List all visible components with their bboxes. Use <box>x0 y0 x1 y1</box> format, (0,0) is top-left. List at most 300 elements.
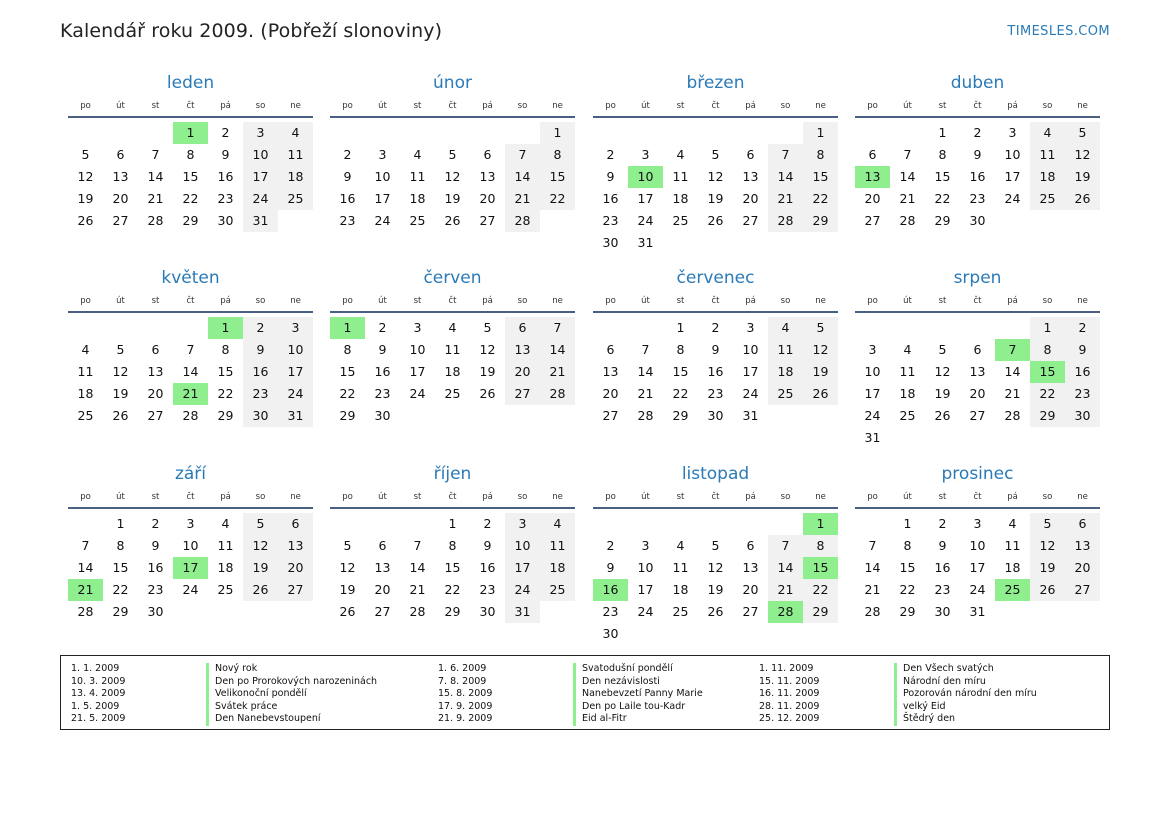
weekday-label: pá <box>1007 101 1018 111</box>
weekday-label: pá <box>745 296 756 306</box>
day-grid <box>593 118 838 254</box>
holiday-day-cell: 25 <box>995 579 1030 601</box>
day-cell: 6 <box>1065 513 1100 535</box>
day-cell: 12 <box>707 560 724 575</box>
day-cell: 15 <box>899 560 916 575</box>
day-cell: 20 <box>742 191 759 206</box>
day-cell: 21 <box>768 579 803 601</box>
day-cell: 18 <box>540 557 575 579</box>
weekday-label: út <box>641 492 650 502</box>
day-cell: 8 <box>116 538 125 553</box>
holiday-name: Pozorován národní den míru <box>894 688 1037 701</box>
empty-cell <box>593 513 628 535</box>
empty-cell <box>173 317 208 339</box>
day-cell: 25 <box>444 386 461 401</box>
day-cell: 12 <box>1065 144 1100 166</box>
empty-cell <box>138 317 173 339</box>
day-grid <box>593 313 838 427</box>
weekday-label: so <box>1042 101 1053 111</box>
day-cell: 27 <box>505 383 540 405</box>
day-cell: 27 <box>742 604 759 619</box>
weekday-label: st <box>938 492 947 502</box>
weekday-label: pá <box>1007 492 1018 502</box>
weekday-label: pá <box>482 296 493 306</box>
weekday-label: ne <box>815 296 826 306</box>
day-cell: 31 <box>637 235 654 250</box>
day-cell: 14 <box>1004 364 1021 379</box>
holiday-name: Den Všech svatých <box>894 663 994 676</box>
day-cell: 11 <box>1004 538 1021 553</box>
day-cell: 30 <box>602 235 619 250</box>
legend-row <box>71 713 411 726</box>
holiday-day-cell: 1 <box>173 122 208 144</box>
day-cell: 27 <box>147 408 164 423</box>
day-cell: 1 <box>676 320 685 335</box>
day-cell: 7 <box>641 342 650 357</box>
weekday-label: st <box>676 492 685 502</box>
day-cell: 23 <box>147 582 164 597</box>
empty-cell <box>733 122 768 144</box>
day-cell: 6 <box>378 538 387 553</box>
day-cell: 15 <box>803 166 838 188</box>
month-7 <box>593 265 838 427</box>
day-cell: 24 <box>1004 191 1021 206</box>
day-cell: 4 <box>676 147 685 162</box>
day-cell: 24 <box>243 188 278 210</box>
day-cell: 11 <box>672 560 689 575</box>
day-cell: 11 <box>409 169 426 184</box>
holiday-date: 1. 1. 2009 <box>71 663 120 674</box>
weekday-label: út <box>378 101 387 111</box>
day-cell: 13 <box>602 364 619 379</box>
day-cell: 18 <box>768 361 803 383</box>
weekday-label: pá <box>745 492 756 502</box>
holiday-name: Den Nanebevstoupení <box>206 713 321 726</box>
day-cell: 5 <box>483 320 492 335</box>
day-cell: 2 <box>606 538 615 553</box>
day-cell: 30 <box>969 213 986 228</box>
day-cell: 4 <box>1030 122 1065 144</box>
empty-cell <box>435 122 470 144</box>
day-cell: 22 <box>182 191 199 206</box>
day-cell: 14 <box>409 560 426 575</box>
day-cell: 17 <box>969 560 986 575</box>
day-cell: 21 <box>147 191 164 206</box>
empty-cell <box>733 513 768 535</box>
day-cell: 31 <box>505 601 540 623</box>
legend-row <box>438 688 778 701</box>
day-cell: 14 <box>540 339 575 361</box>
empty-cell <box>103 122 138 144</box>
day-cell: 19 <box>934 386 951 401</box>
day-cell: 14 <box>637 364 654 379</box>
day-cell: 5 <box>81 147 90 162</box>
month-6 <box>330 265 575 427</box>
day-cell: 15 <box>934 169 951 184</box>
empty-cell <box>698 122 733 144</box>
day-cell: 4 <box>221 516 230 531</box>
day-cell: 27 <box>1065 579 1100 601</box>
weekday-header <box>68 96 313 118</box>
day-cell: 12 <box>934 364 951 379</box>
day-cell: 1 <box>1030 317 1065 339</box>
day-cell: 21 <box>409 582 426 597</box>
day-cell: 18 <box>444 364 461 379</box>
empty-cell <box>330 122 365 144</box>
day-cell: 4 <box>81 342 90 357</box>
day-cell: 3 <box>243 122 278 144</box>
day-cell: 21 <box>505 188 540 210</box>
day-cell: 10 <box>864 364 881 379</box>
weekday-label: so <box>1042 492 1053 502</box>
empty-cell <box>890 122 925 144</box>
day-cell: 29 <box>444 604 461 619</box>
day-cell: 8 <box>903 538 912 553</box>
site-link[interactable]: TIMESLES.COM <box>1007 24 1110 39</box>
month-name: červen <box>423 268 482 288</box>
day-cell: 22 <box>803 188 838 210</box>
empty-cell <box>400 513 435 535</box>
legend-column <box>71 663 411 726</box>
day-cell: 22 <box>217 386 234 401</box>
empty-cell <box>68 122 103 144</box>
month-name: březen <box>686 73 745 93</box>
weekday-label: út <box>116 296 125 306</box>
day-cell: 30 <box>602 626 619 641</box>
day-cell: 30 <box>217 213 234 228</box>
day-cell: 14 <box>182 364 199 379</box>
day-cell: 4 <box>540 513 575 535</box>
day-cell: 5 <box>711 147 720 162</box>
day-cell: 29 <box>1030 405 1065 427</box>
day-cell: 19 <box>339 582 356 597</box>
day-cell: 2 <box>483 516 492 531</box>
empty-cell <box>103 317 138 339</box>
day-cell: 2 <box>378 320 387 335</box>
holiday-day-cell: 1 <box>803 513 838 535</box>
holiday-date: 1. 5. 2009 <box>71 700 120 712</box>
day-cell: 24 <box>374 213 391 228</box>
day-cell: 10 <box>374 169 391 184</box>
day-cell: 28 <box>540 383 575 405</box>
day-cell: 3 <box>186 516 195 531</box>
day-cell: 19 <box>707 191 724 206</box>
month-name: listopad <box>681 464 750 484</box>
day-cell: 22 <box>899 582 916 597</box>
day-cell: 3 <box>278 317 313 339</box>
day-cell: 20 <box>479 191 496 206</box>
day-cell: 9 <box>606 169 615 184</box>
weekday-label: st <box>938 101 947 111</box>
day-cell: 12 <box>444 169 461 184</box>
day-cell: 15 <box>217 364 234 379</box>
empty-cell <box>855 513 890 535</box>
day-cell: 13 <box>505 339 540 361</box>
day-cell: 10 <box>278 339 313 361</box>
weekday-label: čt <box>186 101 195 111</box>
weekday-header <box>330 291 575 313</box>
weekday-label: ne <box>290 296 301 306</box>
empty-cell <box>855 122 890 144</box>
holiday-date: 15. 8. 2009 <box>438 688 493 699</box>
day-cell: 1 <box>903 516 912 531</box>
day-cell: 11 <box>278 144 313 166</box>
day-cell: 20 <box>505 361 540 383</box>
day-cell: 20 <box>864 191 881 206</box>
day-cell: 11 <box>672 169 689 184</box>
empty-cell <box>628 122 663 144</box>
day-cell: 5 <box>243 513 278 535</box>
weekday-label: ne <box>1077 296 1088 306</box>
day-cell: 15 <box>672 364 689 379</box>
day-cell: 29 <box>112 604 129 619</box>
weekday-label: út <box>378 492 387 502</box>
weekday-label: ne <box>552 101 563 111</box>
month-2 <box>330 70 575 232</box>
weekday-label: st <box>676 101 685 111</box>
day-cell: 14 <box>768 557 803 579</box>
day-cell: 3 <box>413 320 422 335</box>
holiday-day-cell: 21 <box>173 383 208 405</box>
day-grid <box>855 118 1100 232</box>
empty-cell <box>365 513 400 535</box>
day-cell: 6 <box>505 317 540 339</box>
day-cell: 25 <box>77 408 94 423</box>
weekday-label: st <box>413 492 422 502</box>
day-cell: 9 <box>606 560 615 575</box>
holiday-day-cell: 10 <box>628 166 663 188</box>
legend-row <box>759 713 1099 726</box>
day-cell: 28 <box>409 604 426 619</box>
day-cell: 17 <box>637 191 654 206</box>
day-cell: 2 <box>1065 317 1100 339</box>
day-cell: 17 <box>742 364 759 379</box>
day-cell: 30 <box>147 604 164 619</box>
day-cell: 9 <box>973 147 982 162</box>
day-cell: 26 <box>479 386 496 401</box>
day-cell: 23 <box>339 213 356 228</box>
weekday-label: čt <box>186 492 195 502</box>
day-cell: 9 <box>711 342 720 357</box>
day-cell: 26 <box>934 408 951 423</box>
holiday-date: 13. 4. 2009 <box>71 688 126 699</box>
day-cell: 8 <box>186 147 195 162</box>
holiday-date: 7. 8. 2009 <box>438 675 487 687</box>
day-cell: 7 <box>505 144 540 166</box>
day-cell: 8 <box>540 144 575 166</box>
weekday-label: po <box>867 492 878 502</box>
day-cell: 2 <box>221 125 230 140</box>
day-cell: 4 <box>413 147 422 162</box>
empty-cell <box>960 317 995 339</box>
weekday-label: so <box>517 101 528 111</box>
day-cell: 27 <box>864 213 881 228</box>
day-cell: 4 <box>278 122 313 144</box>
day-cell: 31 <box>969 604 986 619</box>
day-cell: 29 <box>934 213 951 228</box>
weekday-label: čt <box>711 492 720 502</box>
weekday-label: po <box>605 296 616 306</box>
holiday-date: 1. 6. 2009 <box>438 663 487 674</box>
day-cell: 9 <box>151 538 160 553</box>
day-cell: 28 <box>899 213 916 228</box>
weekday-label: út <box>903 296 912 306</box>
day-cell: 6 <box>746 538 755 553</box>
day-cell: 7 <box>81 538 90 553</box>
day-cell: 13 <box>742 169 759 184</box>
day-cell: 1 <box>803 122 838 144</box>
day-cell: 7 <box>413 538 422 553</box>
holiday-date: 10. 3. 2009 <box>71 675 126 687</box>
weekday-label: ne <box>552 296 563 306</box>
weekday-label: ne <box>815 492 826 502</box>
day-cell: 10 <box>637 560 654 575</box>
weekday-label: so <box>255 101 266 111</box>
empty-cell <box>855 317 890 339</box>
day-cell: 10 <box>409 342 426 357</box>
day-cell: 14 <box>768 166 803 188</box>
day-cell: 27 <box>479 213 496 228</box>
legend-row <box>438 701 778 714</box>
weekday-label: ne <box>552 492 563 502</box>
day-grid <box>68 118 313 232</box>
weekday-label: ne <box>290 492 301 502</box>
empty-cell <box>68 317 103 339</box>
weekday-label: po <box>867 101 878 111</box>
holiday-name: Svátek práce <box>206 701 277 714</box>
day-cell: 17 <box>1004 169 1021 184</box>
day-cell: 4 <box>903 342 912 357</box>
day-cell: 18 <box>278 166 313 188</box>
weekday-label: út <box>903 101 912 111</box>
day-cell: 21 <box>899 191 916 206</box>
weekday-label: st <box>676 296 685 306</box>
day-cell: 5 <box>116 342 125 357</box>
day-cell: 12 <box>707 169 724 184</box>
day-grid <box>593 509 838 645</box>
month-name: září <box>174 464 207 484</box>
day-cell: 4 <box>1008 516 1017 531</box>
day-cell: 26 <box>803 383 838 405</box>
day-cell: 27 <box>374 604 391 619</box>
day-cell: 28 <box>505 210 540 232</box>
legend-row <box>438 663 778 676</box>
day-cell: 19 <box>444 191 461 206</box>
day-cell: 20 <box>1065 557 1100 579</box>
day-cell: 22 <box>112 582 129 597</box>
weekday-label: st <box>151 492 160 502</box>
month-1 <box>68 70 313 232</box>
day-cell: 25 <box>540 579 575 601</box>
weekday-label: po <box>867 296 878 306</box>
day-cell: 24 <box>864 408 881 423</box>
day-cell: 11 <box>540 535 575 557</box>
empty-cell <box>470 122 505 144</box>
day-cell: 6 <box>868 147 877 162</box>
weekday-label: po <box>342 296 353 306</box>
day-cell: 16 <box>374 364 391 379</box>
holiday-legend <box>60 655 1110 730</box>
day-cell: 5 <box>711 538 720 553</box>
day-cell: 1 <box>448 516 457 531</box>
day-cell: 3 <box>378 147 387 162</box>
day-cell: 23 <box>1065 383 1100 405</box>
day-cell: 29 <box>672 408 689 423</box>
day-cell: 23 <box>602 604 619 619</box>
day-cell: 4 <box>448 320 457 335</box>
day-cell: 30 <box>479 604 496 619</box>
day-cell: 2 <box>938 516 947 531</box>
day-cell: 12 <box>243 535 278 557</box>
legend-row <box>71 663 411 676</box>
weekday-label: st <box>151 101 160 111</box>
day-cell: 8 <box>938 147 947 162</box>
day-cell: 1 <box>938 125 947 140</box>
weekday-label: so <box>517 492 528 502</box>
day-cell: 5 <box>343 538 352 553</box>
day-cell: 13 <box>147 364 164 379</box>
day-cell: 26 <box>444 213 461 228</box>
day-cell: 24 <box>278 383 313 405</box>
holiday-name: Nový rok <box>206 663 257 676</box>
empty-cell <box>663 122 698 144</box>
day-cell: 23 <box>707 386 724 401</box>
empty-cell <box>698 513 733 535</box>
holiday-name: Den nezávislosti <box>573 676 660 689</box>
day-cell: 30 <box>1065 405 1100 427</box>
holiday-day-cell: 28 <box>768 601 803 623</box>
day-cell: 20 <box>742 582 759 597</box>
day-grid <box>855 509 1100 623</box>
day-cell: 26 <box>707 213 724 228</box>
day-cell: 29 <box>899 604 916 619</box>
day-cell: 10 <box>505 535 540 557</box>
day-grid <box>68 509 313 623</box>
weekday-label: čt <box>973 101 982 111</box>
holiday-name: Štědrý den <box>894 713 955 726</box>
day-cell: 9 <box>378 342 387 357</box>
holiday-day-cell: 15 <box>1030 361 1065 383</box>
month-12 <box>855 461 1100 623</box>
day-cell: 10 <box>1004 147 1021 162</box>
day-cell: 6 <box>973 342 982 357</box>
day-cell: 30 <box>934 604 951 619</box>
day-cell: 3 <box>868 342 877 357</box>
day-cell: 13 <box>1065 535 1100 557</box>
holiday-name: Nanebevzetí Panny Marie <box>573 688 703 701</box>
holiday-day-cell: 1 <box>208 317 243 339</box>
holiday-name: Národní den míru <box>894 676 986 689</box>
empty-cell <box>505 122 540 144</box>
day-cell: 19 <box>112 386 129 401</box>
day-cell: 23 <box>969 191 986 206</box>
day-cell: 11 <box>444 342 461 357</box>
day-cell: 5 <box>1030 513 1065 535</box>
day-cell: 11 <box>217 538 234 553</box>
weekday-label: pá <box>745 101 756 111</box>
day-cell: 11 <box>1030 144 1065 166</box>
day-cell: 24 <box>182 582 199 597</box>
day-cell: 23 <box>602 213 619 228</box>
weekday-label: so <box>780 101 791 111</box>
day-cell: 20 <box>374 582 391 597</box>
day-cell: 19 <box>77 191 94 206</box>
holiday-name: Velikonoční pondělí <box>206 688 307 701</box>
legend-column <box>759 663 1099 726</box>
day-cell: 28 <box>77 604 94 619</box>
holiday-date: 25. 12. 2009 <box>759 713 820 724</box>
month-name: červenec <box>676 268 755 288</box>
